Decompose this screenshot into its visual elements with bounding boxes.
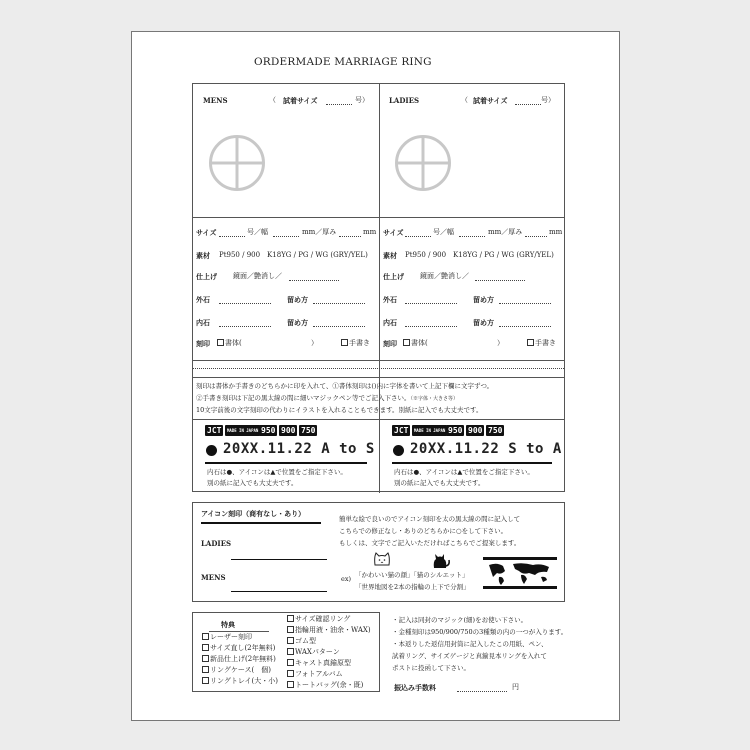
stamp-left-note1: 内石は●、アイコンは▲で位置をご指定下さい。 — [207, 468, 347, 476]
stamp-left-handwriting: 20XX.11.22 A to S — [223, 441, 375, 457]
stamp-left-tag-3: 900 — [281, 426, 296, 435]
benefit-left-item-1[interactable] — [202, 644, 275, 653]
stamp-right-tag-2: 950 — [448, 426, 463, 435]
mens-thickness-unit: mm — [363, 228, 377, 236]
icon-mens-input[interactable] — [231, 591, 327, 592]
ladies-engrave-hand-checkbox[interactable] — [527, 339, 534, 346]
benefit-right-label-1: 指輪用液・油余・WAX) — [295, 626, 371, 634]
mens-engrave-hand-option[interactable] — [341, 339, 370, 348]
mens-width-unit: mm／厚み — [302, 228, 337, 236]
ladies-width-input[interactable] — [459, 236, 485, 237]
ladies-inner-method-input[interactable] — [499, 326, 551, 327]
mens-finish-value[interactable]: 鏡面／艶消し／ — [233, 272, 282, 280]
benefit-left-item-4[interactable] — [202, 677, 278, 686]
mens-label: MENS — [203, 96, 228, 105]
mens-trial-size-label: 試着サイズ — [283, 96, 318, 105]
benefit-right-checkbox-4[interactable] — [287, 659, 294, 666]
benefit-left-checkbox-2[interactable] — [202, 655, 209, 662]
engrave-note-line2 — [196, 394, 458, 404]
benefit-right-item-1[interactable] — [287, 626, 371, 635]
stamp-left-note2: 別の紙に記入でも大丈夫です。 — [207, 479, 298, 487]
mens-inner-stone-label: 内石 — [196, 318, 210, 327]
icon-desc-2: こちらでの修正なし・ありのどちらかに○をして下さい。 — [339, 527, 508, 535]
ladies-inner-method-label: 留め方 — [473, 318, 494, 327]
ladies-width-unit: mm／厚み — [488, 228, 523, 236]
ladies-material-label: 素材 — [383, 251, 397, 260]
ladies-trial-size-input[interactable] — [515, 104, 541, 105]
icon-engrave-box — [192, 502, 565, 602]
stamp-right-tag-3: 900 — [468, 426, 483, 435]
ladies-size-label: サイズ — [383, 228, 404, 237]
ladies-engrave-font-option[interactable] — [403, 339, 428, 348]
stamp-right-tag-1: MADE IN JAPAN — [412, 425, 447, 436]
icon-mens-label: MENS — [201, 573, 226, 582]
benefit-left-label-2: 新品仕上げ(2年無料) — [210, 655, 276, 663]
mens-width-input[interactable] — [273, 236, 299, 237]
benefit-right-label-5: フォトアルバム — [295, 670, 343, 678]
ladies-engrave-font-text: 書体( — [411, 339, 428, 347]
engrave-note-line3: 10文字前後の文字刻印の代わりにイラストを入れることもできます。別紙に記入でも大丈夫です。 — [196, 406, 483, 414]
mens-ring-size-paren: （ — [269, 96, 276, 104]
ladies-engrave-hand-option[interactable] — [527, 339, 556, 348]
mens-material-label: 素材 — [196, 251, 210, 260]
cat-face-icon — [373, 551, 391, 567]
ladies-trial-size-label: 試着サイズ — [473, 96, 508, 105]
benefit-right-item-3[interactable] — [287, 648, 340, 657]
ladies-outer-method-label: 留め方 — [473, 295, 494, 304]
icon-example-label: ex) — [341, 575, 352, 583]
stamp-right-tag-0: JCT — [394, 426, 409, 435]
mens-size-label: サイズ — [196, 228, 217, 237]
stamp-right-handwriting: 20XX.11.22 S to A — [410, 441, 562, 457]
mens-size-unit: 号／幅 — [247, 228, 268, 236]
mens-engrave-close: ） — [311, 339, 318, 347]
mens-engrave-font-checkbox[interactable] — [217, 339, 224, 346]
mens-engrave-font-option[interactable] — [217, 339, 242, 348]
info-line-2: ・金種刻印は950/900/750の3種類の内の一つが入ります。 — [392, 628, 568, 636]
stamp-right-note2: 別の紙に記入でも大丈夫です。 — [394, 479, 485, 487]
stamp-right-stone-dot — [393, 445, 404, 456]
ladies-engrave-label: 刻印 — [383, 339, 397, 348]
benefit-right-item-6[interactable] — [287, 681, 363, 690]
transfer-fee-unit: 円 — [512, 683, 519, 691]
ladies-engrave-font-checkbox[interactable] — [403, 339, 410, 346]
benefit-left-label-0: レーザー刻印 — [210, 633, 252, 641]
benefit-left-checkbox-0[interactable] — [202, 633, 209, 640]
info-line-1: ・記入は同封のマジック(細)をお使い下さい。 — [392, 616, 528, 624]
info-line-3: ・本返りした返信用封筒に記入したこの用紙、ペン、 — [392, 640, 548, 648]
benefit-right-item-2[interactable] — [287, 637, 316, 646]
benefit-right-item-5[interactable] — [287, 670, 343, 679]
ladies-label: LADIES — [389, 96, 420, 105]
benefit-left-item-3[interactable] — [202, 666, 271, 675]
benefit-left-item-2[interactable] — [202, 655, 276, 664]
cat-silhouette-icon — [431, 551, 451, 569]
mens-material-value[interactable]: Pt950 / 900 K18YG / PG / WG (GRY/YEL) — [219, 251, 368, 259]
engrave-note-line2-small: （※字体・大きさ等） — [410, 396, 459, 402]
icon-desc-3: もしくは、文字でご記入いただければこちらでご提案します。 — [339, 539, 521, 547]
transfer-fee-label: 振込み手数料 — [394, 683, 436, 692]
icon-desc-1: 簡単な絵で良いのでアイコン刻印を太の黒太線の間に記入して — [339, 515, 521, 523]
icon-ladies-input[interactable] — [231, 559, 327, 560]
benefit-right-checkbox-0[interactable] — [287, 615, 294, 622]
mens-trial-size-input[interactable] — [326, 104, 352, 105]
ladies-ring-target-icon — [395, 135, 451, 191]
ladies-finish-value[interactable]: 鏡面／艶消し／ — [420, 272, 469, 280]
ring-spec-box — [192, 83, 565, 492]
icon-engrave-header: アイコン刻印（商有なし・あり） — [201, 509, 306, 518]
stamp-left-tag-1: MADE IN JAPAN — [225, 425, 260, 436]
info-line-4: 試着リング、サイズゲージと真鍮見本リングを入れて — [392, 652, 547, 660]
stamp-left-tag-0: JCT — [207, 426, 222, 435]
order-form-sheet — [131, 31, 620, 721]
benefit-right-checkbox-5[interactable] — [287, 670, 294, 677]
ladies-inner-stone-label: 内石 — [383, 318, 397, 327]
benefits-title: 特典 — [221, 620, 235, 629]
mens-finish-label: 仕上げ — [196, 272, 217, 281]
ladies-ring-size-paren: （ — [461, 96, 468, 104]
ladies-material-value[interactable]: Pt950 / 900 K18YG / PG / WG (GRY/YEL) — [405, 251, 554, 259]
benefit-right-label-2: ゴム型 — [295, 637, 316, 645]
stamp-left-tag-2: 950 — [261, 426, 276, 435]
mens-ring-target-icon — [209, 135, 265, 191]
benefit-right-label-0: サイズ確認リング — [295, 615, 351, 623]
mens-size-input[interactable] — [219, 236, 245, 237]
stamp-left-tag-4: 750 — [301, 426, 316, 435]
benefit-right-label-6: トートバッグ(余・既) — [295, 681, 364, 689]
benefit-right-checkbox-2[interactable] — [287, 637, 294, 644]
ladies-inner-stone-input[interactable] — [405, 326, 457, 327]
mens-outer-stone-input[interactable] — [219, 303, 271, 304]
ladies-finish-input[interactable] — [475, 280, 525, 281]
mens-engrave-hand-text: 手書き — [349, 339, 370, 347]
benefit-right-checkbox-1[interactable] — [287, 626, 294, 633]
stamp-right-note1: 内石は●、アイコンは▲で位置をご指定下さい。 — [394, 468, 534, 476]
transfer-fee-input[interactable] — [457, 691, 507, 692]
mens-outer-method-label: 留め方 — [287, 295, 308, 304]
mens-inner-method-input[interactable] — [313, 326, 365, 327]
mens-trial-size-unit: 号） — [355, 96, 369, 104]
ladies-engrave-hand-text: 手書き — [535, 339, 556, 347]
mens-outer-stone-label: 外石 — [196, 295, 210, 304]
ladies-size-unit: 号／幅 — [433, 228, 454, 236]
ladies-engrave-close: ） — [497, 339, 504, 347]
benefit-left-checkbox-4[interactable] — [202, 677, 209, 684]
ladies-outer-stone-input[interactable] — [405, 303, 457, 304]
world-map-icon — [483, 557, 557, 589]
mens-engrave-label: 刻印 — [196, 339, 210, 348]
mens-thickness-input[interactable] — [339, 236, 361, 237]
benefit-left-label-1: サイズ直し(2年無料) — [210, 644, 276, 652]
benefit-left-checkbox-3[interactable] — [202, 666, 209, 673]
benefit-right-checkbox-6[interactable] — [287, 681, 294, 688]
info-line-5: ポストに投函して下さい。 — [392, 664, 470, 672]
icon-example-2: 「世界地図を2本の指輪の上下で分割」 — [355, 583, 470, 591]
icon-example-1: 「かわいい猫の顔」「猫のシルエット」 — [355, 571, 469, 579]
engrave-note-line2-text: ②手書き刻印は下記の黒太線の間に細いマジックペン等でご記入下さい。 — [196, 394, 411, 402]
mens-outer-method-input[interactable] — [313, 303, 365, 304]
stamp-left-stone-dot — [206, 445, 217, 456]
benefit-left-item-0[interactable] — [202, 633, 252, 642]
form-title: ORDERMADE MARRIAGE RING — [254, 56, 432, 68]
ladies-outer-method-input[interactable] — [499, 303, 551, 304]
ladies-trial-size-unit: 号） — [541, 96, 555, 104]
benefit-left-label-4: リングトレイ(大・小) — [210, 677, 278, 685]
benefit-right-checkbox-3[interactable] — [287, 648, 294, 655]
icon-ladies-label: LADIES — [201, 539, 232, 548]
ladies-thickness-input[interactable] — [525, 236, 547, 237]
ladies-thickness-unit: mm — [549, 228, 563, 236]
stamp-right-tag-4: 750 — [488, 426, 503, 435]
benefit-right-item-0[interactable] — [287, 615, 350, 624]
ladies-outer-stone-label: 外石 — [383, 295, 397, 304]
mens-finish-input[interactable] — [289, 280, 339, 281]
benefit-right-label-4: キャスト真鍮原型 — [295, 659, 351, 667]
mens-inner-stone-input[interactable] — [219, 326, 271, 327]
mens-engrave-font-text: 書体( — [225, 339, 242, 347]
engrave-note-line1: 刻印は書体か手書きのどちらかに印を入れて、①書体刻印は()内に字体を書いて上記下欄に文字ずつ。 — [196, 382, 494, 390]
ladies-size-input[interactable] — [405, 236, 431, 237]
benefit-left-label-3: リングケース( 個) — [210, 666, 271, 674]
benefit-left-checkbox-1[interactable] — [202, 644, 209, 651]
mens-engrave-hand-checkbox[interactable] — [341, 339, 348, 346]
stamp-area-right[interactable] — [380, 420, 564, 492]
benefit-right-item-4[interactable] — [287, 659, 351, 668]
stamp-area-left[interactable] — [193, 420, 379, 492]
benefit-right-label-3: WAXパターン — [295, 648, 340, 656]
mens-inner-method-label: 留め方 — [287, 318, 308, 327]
ladies-finish-label: 仕上げ — [383, 272, 404, 281]
